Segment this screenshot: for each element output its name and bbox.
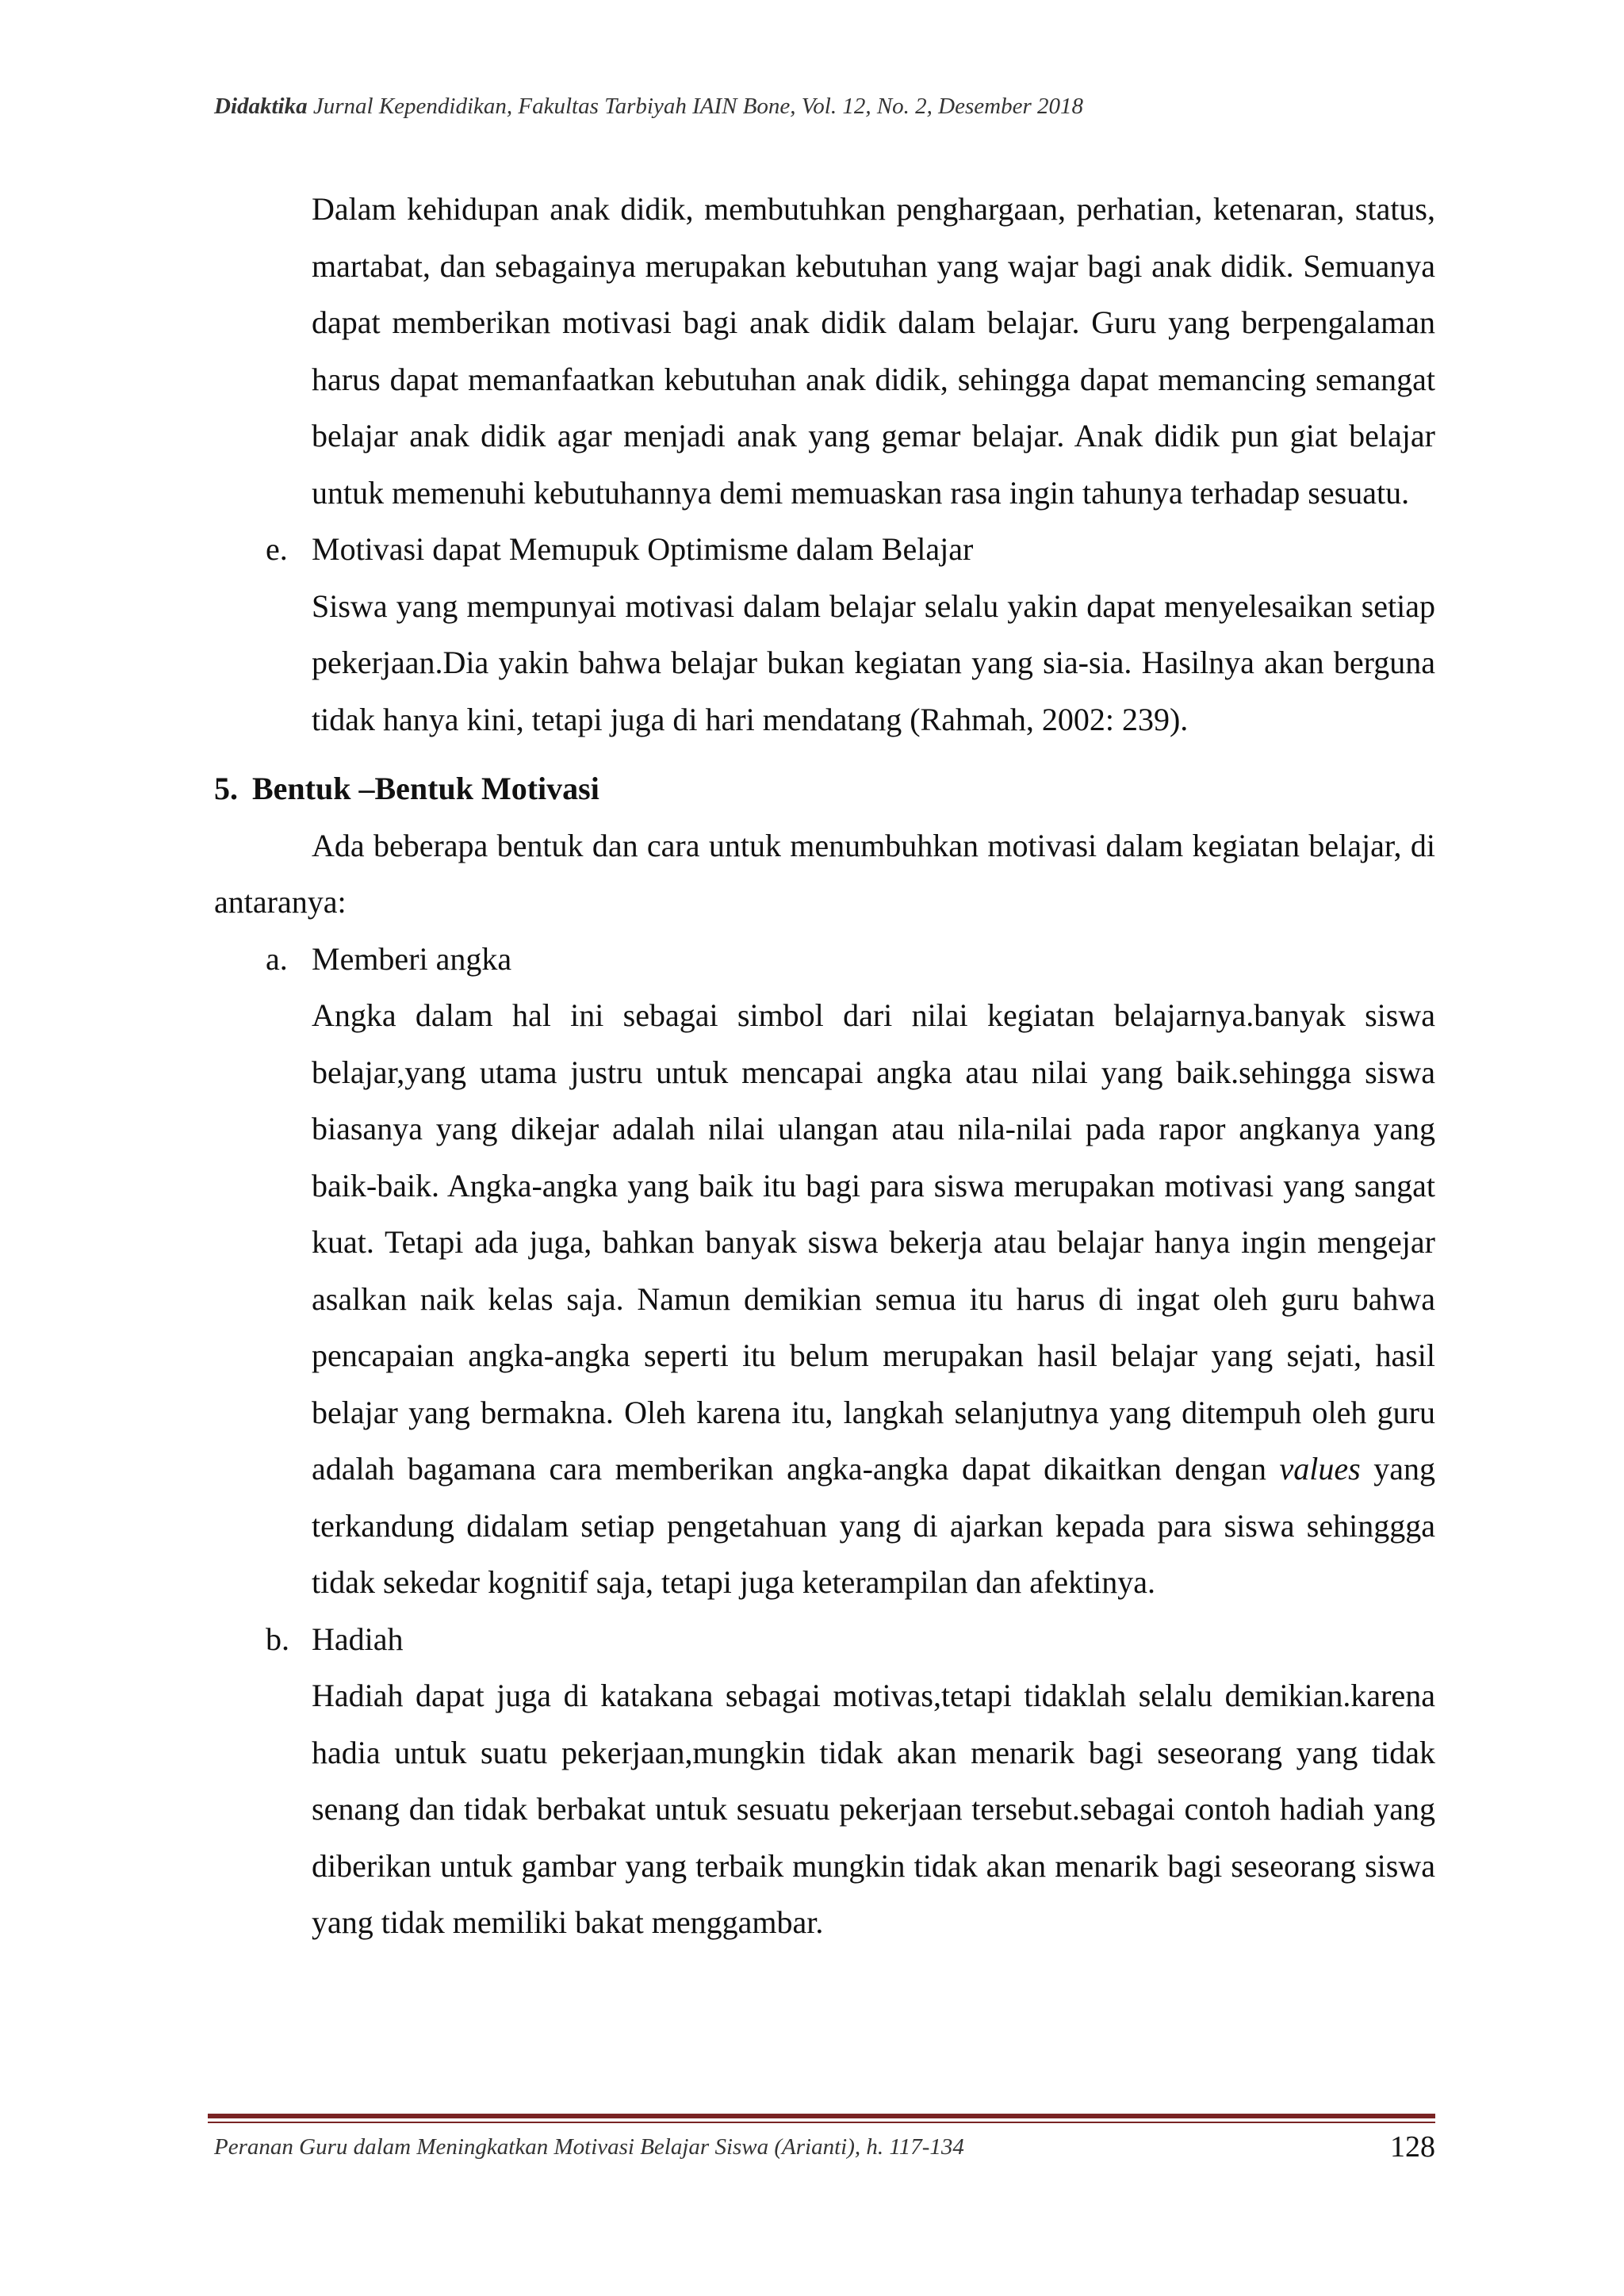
section-heading: [214, 760, 1435, 817]
section-spacer: [214, 748, 1435, 760]
running-head-details: Jurnal Kependidikan, Fakultas Tarbiyah IAIN Bone, Vol. 12, No. 2, Desember 2018: [307, 94, 1084, 119]
list-item-label: b.: [266, 1621, 289, 1657]
section-intro-paragraph: Ada beberapa bentuk dan cara untuk menumbuhkan motivasi dalam kegiatan belajar, di antaranya:: [214, 827, 1435, 920]
list-item-title: Memberi angka: [312, 940, 512, 977]
footer-rule-thick: [208, 2114, 1435, 2118]
text-segment: yang terkandung didalam setiap pengetahuan yang di ajarkan kepada para siswa sehinggga tidak sekedar kognitif saja, tetapi juga keterampilan dan afektinya.: [312, 1451, 1435, 1600]
section-number: 5.: [214, 771, 238, 806]
intro-paragraph: Dalam kehidupan anak didik, membutuhkan penghargaan, perhatian, ketenaran, status, martabat, dan sebagainya merupakan kebutuhan yang wajar bagi anak didik. Semuanya dapat memberikan motivasi bagi anak didik dalam belajar. Guru yang berpengalaman harus dapat memanfaatkan kebutuhan anak didik, sehingga dapat memancing semangat belajar anak didik agar menjadi anak yang gemar belajar. Anak didik pun giat belajar untuk memenuhi kebutuhannya demi memuaskan rasa ingin tahunya terhadap sesuatu.: [312, 191, 1435, 511]
section-title: Bentuk –Bentuk Motivasi: [252, 771, 599, 806]
page-number: 128: [1390, 2130, 1435, 2164]
footer-rule-thin: [208, 2122, 1435, 2123]
list-item-text: [312, 987, 1435, 1611]
footer-citation: Peranan Guru dalam Meningkatkan Motivasi Belajar Siswa (Arianti), h. 117-134: [214, 2134, 964, 2160]
italic-term: values: [1279, 1451, 1361, 1487]
journal-name: Didaktika: [214, 94, 308, 119]
list-item-text: Hadiah dapat juga di katakana sebagai motivas,tetapi tidaklah selalu demikian.karena hadia untuk suatu pekerjaan,mungkin tidak akan menarik bagi seseorang yang tidak senang dan tidak berbakat untuk sesuatu pekerjaan tersebut.sebagai contoh hadiah yang diberikan untuk gambar yang terbaik mungkin tidak akan menarik bagi seseorang siswa yang tidak memiliki bakat menggambar.: [312, 1678, 1435, 1940]
list-item-e: [266, 521, 1435, 748]
text-segment: Angka dalam hal ini sebagai simbol dari nilai kegiatan belajarnya.banyak siswa belajar,yang utama justru untuk mencapai angka atau nilai yang baik.sehingga siswa biasanya yang dikejar adalah nilai ulangan atau nila-nilai pada rapor angkanya yang baik-baik. Angka-angka yang baik itu bagi para siswa merupakan motivasi yang sangat kuat. Tetapi ada juga, bahkan banyak siswa bekerja atau belajar hanya ingin mengejar asalkan naik kelas saja. Namun demikian semua itu harus di ingat oleh guru bahwa pencapaian angka-angka seperti itu belum merupakan hasil belajar yang sejati, hasil belajar yang bermakna. Oleh karena itu, langkah selanjutnya yang ditempuh oleh guru adalah bagamana cara memberikan angka-angka dapat dikaitkan dengan: [312, 997, 1435, 1487]
list-item-title: Hadiah: [312, 1621, 404, 1657]
list-item-a: [266, 931, 1435, 1611]
list-item-label: a.: [266, 940, 288, 977]
page-content: [214, 181, 1435, 1951]
list-item-text: Siswa yang mempunyai motivasi dalam belajar selalu yakin dapat menyelesaikan setiap pekerjaan.Dia yakin bahwa belajar bukan kegiatan yang sia-sia. Hasilnya akan berguna tidak hanya kini, tetapi juga di hari mendatang (Rahmah, 2002: 239).: [312, 587, 1435, 737]
list-item-label: e.: [266, 531, 288, 567]
list-item-title: Motivasi dapat Memupuk Optimisme dalam Belajar: [312, 531, 974, 567]
list-item-b: [266, 1611, 1435, 1951]
running-head: [214, 94, 1435, 120]
